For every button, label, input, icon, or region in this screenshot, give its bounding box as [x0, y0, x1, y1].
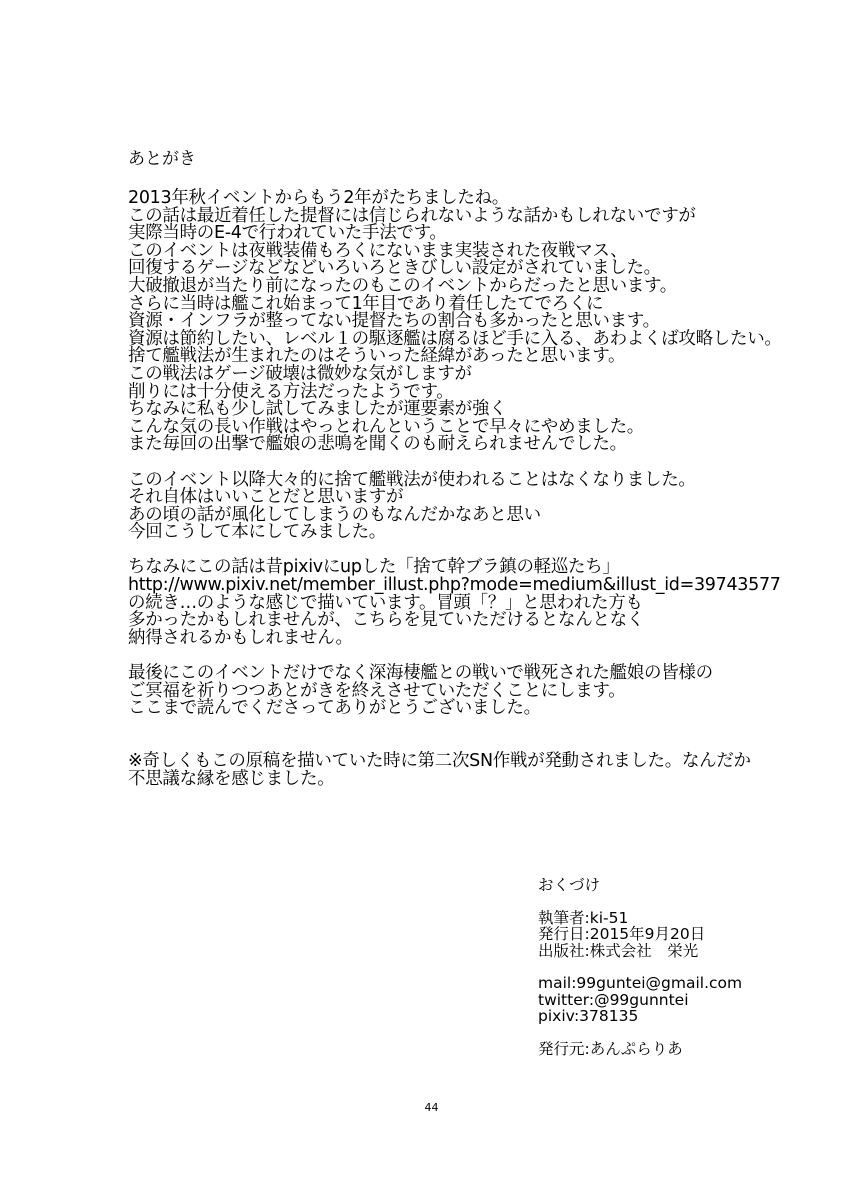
- colophon-pixiv: pixiv:378135: [538, 1007, 639, 1025]
- body-line: 捨て艦戦法が生まれたのはそういった経緯があったと思います。: [128, 346, 626, 367]
- body-line: この話は最近着任した提督には信じられないような話かもしれないですが: [128, 205, 696, 226]
- colophon-mail: mail:99guntei@gmail.com: [538, 974, 743, 992]
- body-line: あの頃の話が風化してしまうのもなんだかなあと思い: [128, 504, 541, 525]
- paragraph-gap: [128, 454, 828, 472]
- colophon-title: おくづけ: [538, 876, 601, 894]
- body-line: また毎回の出撃で艦娘の悲鳴を聞くのも耐えられませんでした。: [128, 434, 627, 455]
- body-line: さらに当時は艦これ始まって1年目であり着任したてでろくに: [128, 293, 604, 314]
- body-line: 納得されるかもしれません。: [128, 627, 353, 648]
- body-line: こんな気の長い作戦はやっとれんということで早々にやめました。: [128, 416, 644, 437]
- body-line: 多かったかもしれませんが、こちらを見ていただけるとなんとなく: [128, 610, 644, 631]
- body-line: 最後にこのイベントだけでなく深海棲艦との戦いで戦死された艦娘の皆様の: [128, 663, 713, 684]
- body-line: 回復するゲージなどなどいろいろときびしい設定がされていました。: [128, 258, 661, 279]
- afterword-body: [128, 190, 828, 788]
- body-line: 資源は節約したい、レベル１の駆逐艦は腐るほど手に入る、あわよくば攻略したい。: [128, 328, 782, 349]
- colophon-twitter: twitter:@99gunntei: [538, 990, 689, 1009]
- page-number: 44: [424, 1101, 439, 1114]
- body-line: 実際当時のE-4で行われていた手法です。: [128, 223, 447, 244]
- body-line: それ自体はいいことだと思いますが: [128, 487, 404, 508]
- colophon-publisher: 出版社:株式会社 栄光: [538, 941, 699, 960]
- body-line: ちなみにこの話は昔pixivにupした「捨て幹ブラ鎮の軽巡たち」: [128, 557, 620, 578]
- body-line: このイベント以降大々的に捨て艦戦法が使われることはなくなりました。: [128, 469, 696, 490]
- body-line: の続き…のような感じで描いています。冒頭「？」と思われた方も: [128, 592, 643, 613]
- body-line: 2013年秋イベントからもう2年がたちましたね。: [128, 188, 509, 208]
- body-line: 今回こうして本にしてみました。: [128, 522, 386, 543]
- body-line: ここまで読んでくださってありがとうございました。: [128, 698, 541, 719]
- body-line: この戦法はゲージ破壊は微妙な気がしますが: [128, 363, 472, 384]
- body-line: 資源・インフラが整ってない提督たちの割合も多かったと思います。: [128, 311, 660, 332]
- body-line: 大破撤退が当たり前になったのもこのイベントからだったと思います。: [128, 275, 677, 296]
- body-line: http://www.pixiv.net/member_illust.php?mode=medium&illust_id=39743577: [128, 575, 781, 596]
- colophon-issuer: 発行元:あんぷらりあ: [538, 1039, 683, 1058]
- colophon-author: 執筆者:ki-51: [538, 908, 629, 927]
- body-line: ※奇しくもこの原稿を描いていた時に第二次SN作戦が発動されました。なんだか: [128, 751, 751, 771]
- body-line: 削りには十分使える方法だったようです。: [128, 381, 454, 402]
- afterword-heading: あとがき: [128, 149, 196, 169]
- body-line: 不思議な縁を感じました。: [128, 768, 335, 789]
- body-line: このイベントは夜戦装備もろくにないまま実装された夜戦マス、: [128, 240, 628, 261]
- body-line: ご冥福を祈りつつあとがきを終えさせていただくことにします。: [128, 680, 626, 701]
- colophon: [538, 877, 742, 1057]
- paragraph-gap: [128, 718, 828, 736]
- colophon-date: 発行日:2015年9月20日: [538, 925, 706, 943]
- body-line: ちなみに私も少し試してみましたが運要素が強く: [128, 399, 507, 420]
